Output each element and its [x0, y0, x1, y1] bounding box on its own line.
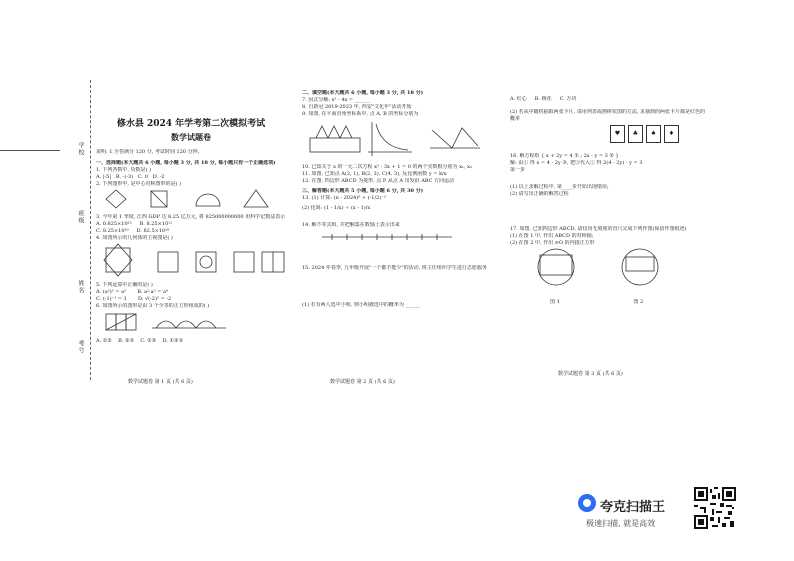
q4-solid-diamond	[104, 244, 132, 276]
section-3-heading: 三、解答题(本大题共 5 小题, 每小题 6 分, 共 30 分)	[302, 188, 424, 194]
q15-part2: (2) 若从中随机抽取两张卡片, 请用列表或画树状图的方法, 求抽到的两张卡片都是红色的概率	[510, 109, 706, 122]
q16-sub1: (1) 以上求解过程中, 第____步开始出现错误;	[510, 184, 609, 190]
q5-opt-d: D. √(-2)² = -2	[137, 296, 172, 302]
q13-part1: 13. (1) 计算: (π - 2024)⁰ + (-1/2)⁻²	[302, 195, 386, 201]
binding-label-class: 班级	[77, 210, 84, 224]
q1: 1. 下列各数中, 负数是( )	[96, 167, 152, 173]
exam-subject: 数学试题卷	[171, 132, 211, 142]
q2-fig-a	[106, 190, 126, 208]
q3-opt-b: B. 8.25×10¹¹	[139, 221, 173, 227]
q17-part2: (2) 在图 2 中, 作出 ⊙O 的内接正方形	[510, 240, 595, 246]
binding-label-school: 学校	[77, 142, 84, 156]
q15-options	[510, 96, 706, 103]
q16-work: 解: 由① 得 x = 4 - 2y ③, 把③代入② 得 2(4 - 2y) - y = 3	[510, 160, 643, 166]
fig1-label: 图 1	[550, 299, 560, 305]
q1-opt-c: C. 0	[137, 174, 148, 180]
q15-opt-b: B. 梅花	[534, 96, 552, 102]
q1-options	[96, 174, 286, 181]
q3-options-row2	[96, 228, 286, 235]
fig2-label: 图 2	[633, 299, 644, 305]
page-2-footer: 数学试题卷 第 2 页 (共 6 页)	[330, 379, 395, 385]
q3-opt-c: C. 8.25×10¹⁰	[96, 228, 129, 234]
q9: 9. 如图, 在平面直角坐标系中, 点 A, B 的坐标分别为	[302, 111, 419, 117]
q10: 10. 已知关于 x 的一元二次方程 x² - 3x + 1 = 0 的两个实数根分别为 x₁, x₂	[302, 164, 472, 170]
q2-fig-d	[244, 190, 268, 207]
q17-part1: (1) 在图 1 中, 作出 ABCD 的对称轴;	[510, 233, 594, 239]
exam-title: 修水县 2024 年学考第二次模拟考试	[116, 119, 266, 129]
q5-options-row1	[96, 289, 286, 296]
scanner-name: 夸克扫描王	[600, 500, 666, 515]
q15-opt-a: A. 红心	[510, 96, 527, 102]
q16-step: 第一步	[510, 167, 526, 173]
q1-opt-d: D. -2	[152, 174, 165, 180]
q15: 15. 2024 年春季, 九年级开展"一个都不能少"的活动, 班主任组织学生进行志愿服务	[302, 265, 487, 271]
q3: 3. 今年第 1 季度, 江西 GDP 达 8.25 亿万元, 将 825000000000 用科学记数法表示	[96, 214, 286, 220]
page-3-footer: 数学试题卷 第 3 页 (共 6 页)	[558, 371, 623, 377]
scanner-logo-icon	[578, 494, 596, 512]
instructions: 说明: 1.全卷满分 120 分, 考试时间 120 分钟。	[96, 149, 203, 155]
q17-fig1-quad	[540, 255, 572, 275]
q16-sub2: (2) 请写出正确的解答过程	[510, 191, 569, 197]
q3-opt-d: D. 82.5×10¹⁰	[136, 228, 170, 234]
q4: 4. 如图所示的几何体的主视图是( )	[96, 235, 173, 241]
q12: 12. 在图, 四边形 ABCD 为菱形, 点 P 从点 A 出发沿 ABC 方向运动	[302, 178, 455, 184]
q16: 16. 解方程组 { x + 2y = 4 ① ; 2x - y = 3 ② }	[510, 153, 619, 159]
q5-opt-b: B. a²·a³ = a⁶	[137, 289, 168, 295]
q2: 2. 下列图形中, 是中心对称图形的是( )	[96, 181, 182, 187]
q6-opt-c: C. ①③	[140, 338, 157, 344]
q13-part2: (2) 化简: (1 - 1/x) ÷ (x - 1)/x	[302, 205, 371, 211]
q5-opt-c: C. (-1)⁻¹ = 1	[96, 296, 127, 302]
column-page-2	[302, 90, 492, 309]
binding-cut-line	[90, 80, 92, 380]
q6-opt-d: D. ①②③	[162, 338, 183, 344]
q17: 17. 如图, 已知四边形 ABCD, 请仅用无刻度的直尺完成下列作图(保留作图痕迹)	[510, 226, 687, 232]
q17-fig2-circle	[622, 249, 658, 285]
scanner-tagline: 极速扫描, 就是高效	[586, 519, 656, 528]
q14: 14. 解不等式组, 并把解集在数轴上表示出来	[302, 222, 400, 228]
q4-opt-b	[196, 252, 216, 272]
q1-opt-a: A. |-5|	[96, 174, 112, 180]
q4-opt-a	[158, 252, 178, 272]
card-club-icon: ♣	[628, 125, 643, 143]
q5-options-row2	[96, 296, 286, 303]
q9-ruler	[310, 138, 360, 152]
q14-number-line	[302, 229, 492, 245]
section-1-heading: 一、选择题(本大题共 6 小题, 每小题 3 分, 共 18 分, 每小题只有一个正确选项)	[96, 160, 276, 166]
q7: 7. 因式分解: x² - 4x = ______	[302, 97, 370, 103]
page-1-footer: 数学试题卷 第 1 页 (共 6 页)	[128, 379, 193, 385]
q6-opt-a: A. ①②	[96, 338, 112, 344]
q15-cards	[510, 123, 706, 145]
q2-fig-c	[196, 194, 220, 206]
q17-figures	[510, 247, 706, 295]
q4-opt-c	[234, 252, 254, 272]
column-page-3	[510, 96, 706, 306]
binding-dash	[0, 150, 60, 151]
section-2-heading: 二、填空题(本大题共 6 小题, 每小题 3 分, 共 18 分)	[302, 90, 424, 96]
q4-solid	[106, 248, 130, 272]
q6-opt-b: B. ②③	[118, 338, 134, 344]
column-page-1	[96, 116, 286, 345]
q6: 6. 如图所示的图形是由 3 个全等的正方形组成的( )	[96, 303, 210, 309]
q17-fig2-quad	[626, 257, 654, 271]
q2-figures	[96, 188, 286, 210]
q10-curve	[376, 124, 408, 150]
binding-label-name: 姓名	[77, 280, 84, 294]
card-diamond-icon: ♦	[664, 125, 679, 143]
q5: 5. 下列运算中正确的是( )	[96, 282, 153, 288]
qr-code-icon	[694, 487, 736, 529]
q17-fig1-circle	[538, 249, 574, 285]
q9-figures	[302, 118, 492, 160]
q6-options	[96, 338, 286, 345]
q11: 11. 如图, 已知点 A(2, 1), B(2, 3), C(4, 3), 反比例函数 y = k/x	[302, 171, 447, 177]
q15-opt-c: C. 方块	[559, 96, 577, 102]
q6-figures	[96, 310, 286, 334]
q5-opt-a: A. (a²)³ = a⁵	[96, 289, 127, 295]
q1-opt-b: B. -(-3)	[115, 174, 134, 180]
card-heart-icon: ♥	[610, 125, 625, 143]
q17-fig-labels	[510, 299, 706, 306]
q15-part1: (1) 若有两人选中小明, 则小明被选中的概率为 ______	[302, 302, 421, 308]
q3-opt-a: A. 0.825×10¹²	[96, 221, 132, 227]
card-spade-icon: ♠	[646, 125, 661, 143]
q4-figures	[96, 242, 286, 278]
q3-options-row1	[96, 221, 286, 228]
q8: 8. 自新冠 2019-2023 年, 西安"文化年"活动开始	[302, 104, 412, 110]
binding-label-number: 考号	[77, 340, 84, 354]
